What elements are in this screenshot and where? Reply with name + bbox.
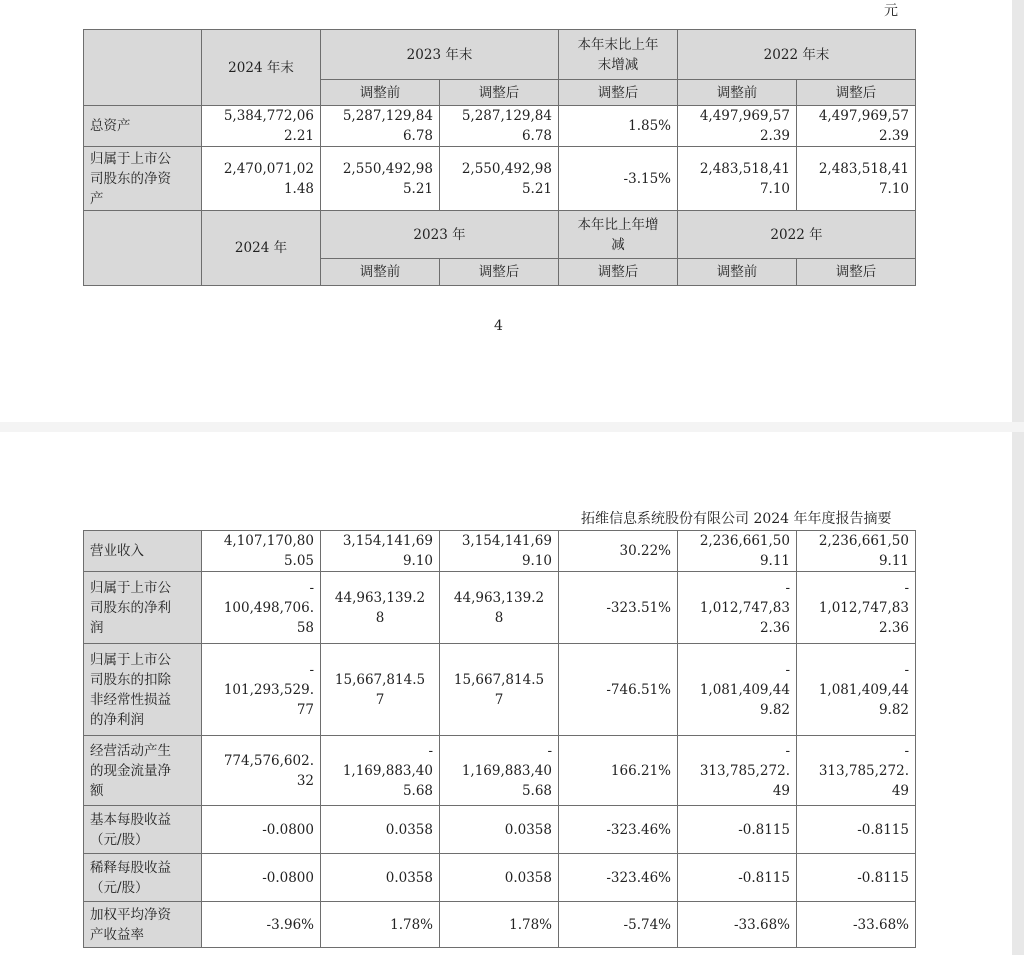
header-2024: 2024 年 bbox=[202, 211, 321, 286]
cell-2023-after: 2,550,492,98 5.21 bbox=[440, 147, 559, 211]
table-row bbox=[84, 147, 916, 211]
table-row bbox=[84, 854, 916, 902]
cell-2022-after: - 1,081,409,44 9.82 bbox=[797, 644, 916, 736]
scrollbar-track[interactable] bbox=[1012, 432, 1024, 955]
cell-2023-after: 5,287,129,84 6.78 bbox=[440, 106, 559, 147]
header-row bbox=[84, 30, 916, 80]
header-2022-end: 2022 年末 bbox=[678, 30, 916, 80]
cell-2022-after: -0.8115 bbox=[797, 854, 916, 902]
header-change-end: 本年末比上年 末增减 bbox=[559, 30, 678, 80]
row-label: 基本每股收益 （元/股） bbox=[84, 806, 202, 854]
balance-table bbox=[83, 29, 916, 286]
header-before: 调整前 bbox=[321, 80, 440, 106]
cell-2022-after: 4,497,969,57 2.39 bbox=[797, 106, 916, 147]
row-label: 总资产 bbox=[84, 106, 202, 147]
cell-change: -5.74% bbox=[559, 902, 678, 948]
page-number: 4 bbox=[494, 318, 503, 334]
cell-change: 1.85% bbox=[559, 106, 678, 147]
header-change: 本年比上年增 减 bbox=[559, 211, 678, 259]
cell-2022-after: 2,236,661,50 9.11 bbox=[797, 531, 916, 572]
cell-2024: 5,384,772,06 2.21 bbox=[202, 106, 321, 147]
cell-2023-before: 2,550,492,98 5.21 bbox=[321, 147, 440, 211]
cell-2024: 4,107,170,80 5.05 bbox=[202, 531, 321, 572]
header-after: 调整后 bbox=[440, 80, 559, 106]
table-row bbox=[84, 531, 916, 572]
table-row bbox=[84, 902, 916, 948]
table-row bbox=[84, 106, 916, 147]
header-row bbox=[84, 211, 916, 259]
cell-2024: - 100,498,706. 58 bbox=[202, 572, 321, 644]
income-table bbox=[83, 530, 916, 948]
header-blank bbox=[84, 211, 202, 286]
row-label: 加权平均净资 产收益率 bbox=[84, 902, 202, 948]
header-after: 调整后 bbox=[440, 259, 559, 286]
cell-change: -323.46% bbox=[559, 806, 678, 854]
cell-2023-after: - 1,169,883,40 5.68 bbox=[440, 736, 559, 806]
cell-2023-before: 0.0358 bbox=[321, 854, 440, 902]
header-after: 调整后 bbox=[797, 80, 916, 106]
table-row bbox=[84, 572, 916, 644]
cell-2022-before: 2,236,661,50 9.11 bbox=[678, 531, 797, 572]
header-2022: 2022 年 bbox=[678, 211, 916, 259]
header-after: 调整后 bbox=[559, 259, 678, 286]
cell-2024: -3.96% bbox=[202, 902, 321, 948]
cell-2023-after: 0.0358 bbox=[440, 854, 559, 902]
cell-2024: - 101,293,529. 77 bbox=[202, 644, 321, 736]
report-page-top bbox=[0, 0, 1012, 422]
cell-2024: 774,576,602. 32 bbox=[202, 736, 321, 806]
header-before: 调整前 bbox=[321, 259, 440, 286]
row-label: 经营活动产生 的现金流量净 额 bbox=[84, 736, 202, 806]
table-row bbox=[84, 736, 916, 806]
cell-2022-before: -33.68% bbox=[678, 902, 797, 948]
header-2024-end: 2024 年末 bbox=[202, 30, 321, 106]
cell-2023-after: 0.0358 bbox=[440, 806, 559, 854]
cell-2023-before: 5,287,129,84 6.78 bbox=[321, 106, 440, 147]
cell-2023-after: 44,963,139.2 8 bbox=[440, 572, 559, 644]
cell-2022-after: 2,483,518,41 7.10 bbox=[797, 147, 916, 211]
cell-2024: -0.0800 bbox=[202, 806, 321, 854]
cell-2023-after: 3,154,141,69 9.10 bbox=[440, 531, 559, 572]
report-title: 拓维信息系统股份有限公司 2024 年年度报告摘要 bbox=[581, 511, 892, 527]
row-label: 归属于上市公 司股东的净利 润 bbox=[84, 572, 202, 644]
cell-change: -323.46% bbox=[559, 854, 678, 902]
cell-2022-before: - 1,012,747,83 2.36 bbox=[678, 572, 797, 644]
row-label: 归属于上市公 司股东的净资 产 bbox=[84, 147, 202, 211]
header-2023: 2023 年 bbox=[321, 211, 559, 259]
cell-change: -323.51% bbox=[559, 572, 678, 644]
table-row bbox=[84, 644, 916, 736]
cell-2022-before: -0.8115 bbox=[678, 854, 797, 902]
scrollbar-track[interactable] bbox=[1012, 0, 1024, 422]
row-label: 归属于上市公 司股东的扣除 非经常性损益 的净利润 bbox=[84, 644, 202, 736]
cell-2022-before: -0.8115 bbox=[678, 806, 797, 854]
cell-change: 30.22% bbox=[559, 531, 678, 572]
cell-2024: 2,470,071,02 1.48 bbox=[202, 147, 321, 211]
cell-2023-before: 44,963,139.2 8 bbox=[321, 572, 440, 644]
header-after: 调整后 bbox=[559, 80, 678, 106]
cell-2022-before: 4,497,969,57 2.39 bbox=[678, 106, 797, 147]
cell-2022-after: -0.8115 bbox=[797, 806, 916, 854]
cell-change: 166.21% bbox=[559, 736, 678, 806]
cell-change: -3.15% bbox=[559, 147, 678, 211]
header-before: 调整前 bbox=[678, 80, 797, 106]
cell-2023-after: 1.78% bbox=[440, 902, 559, 948]
cell-2022-before: 2,483,518,41 7.10 bbox=[678, 147, 797, 211]
cell-2022-before: - 1,081,409,44 9.82 bbox=[678, 644, 797, 736]
cell-2023-before: 3,154,141,69 9.10 bbox=[321, 531, 440, 572]
header-before: 调整前 bbox=[678, 259, 797, 286]
cell-2023-before: 1.78% bbox=[321, 902, 440, 948]
row-label: 稀释每股收益 （元/股） bbox=[84, 854, 202, 902]
cell-2022-after: - 1,012,747,83 2.36 bbox=[797, 572, 916, 644]
cell-2022-before: - 313,785,272. 49 bbox=[678, 736, 797, 806]
row-label: 营业收入 bbox=[84, 531, 202, 572]
currency-unit: 元 bbox=[884, 3, 898, 19]
cell-2023-after: 15,667,814.5 7 bbox=[440, 644, 559, 736]
table-row bbox=[84, 806, 916, 854]
cell-2022-after: -33.68% bbox=[797, 902, 916, 948]
cell-2023-before: - 1,169,883,40 5.68 bbox=[321, 736, 440, 806]
cell-2023-before: 0.0358 bbox=[321, 806, 440, 854]
header-blank bbox=[84, 30, 202, 106]
cell-change: -746.51% bbox=[559, 644, 678, 736]
cell-2022-after: - 313,785,272. 49 bbox=[797, 736, 916, 806]
header-after: 调整后 bbox=[797, 259, 916, 286]
cell-2023-before: 15,667,814.5 7 bbox=[321, 644, 440, 736]
header-2023-end: 2023 年末 bbox=[321, 30, 559, 80]
cell-2024: -0.0800 bbox=[202, 854, 321, 902]
